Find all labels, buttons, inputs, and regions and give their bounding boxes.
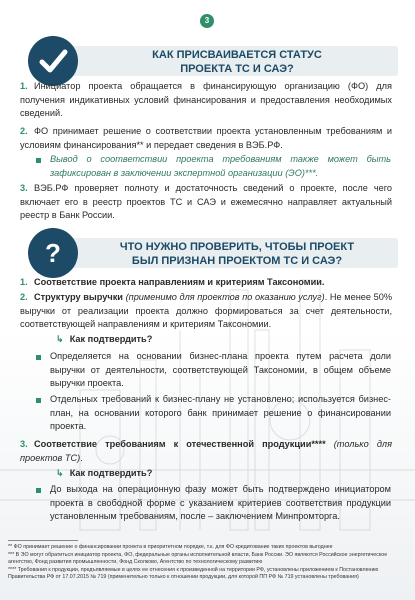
checkmark-icon bbox=[28, 36, 78, 86]
section1-item-2-bullet: Вывод о соответствии проекта требованиям также может быть зафиксирован в заключении экспертной организации (ЭО)***. bbox=[36, 153, 391, 180]
section2-item-1: 1. Соответствие проекта направлениям и критериям Таксономии. bbox=[20, 277, 325, 287]
footnote-divider bbox=[8, 540, 78, 541]
section1-item-2: 2. ФО принимает решение о соответствии проекта установленным требованиям и условиям финансирования** и передает сведения в ВЭБ.РФ. bbox=[20, 126, 392, 150]
bullet-marker bbox=[36, 398, 41, 403]
question-mark-icon: ? bbox=[28, 228, 78, 278]
footnote-2: *** В ЭО могут обратиться инициатор проекта, ФО, федеральные органы исполнительной власти, Банк России. ЭО являются Российское энергетическое агентство, Фонд развития промышленности, Фонд Сколково, Агентство по технологическому развитию bbox=[8, 552, 388, 566]
bullet-marker bbox=[36, 488, 41, 493]
section1-header bbox=[28, 36, 398, 86]
section2-item-2: 2. Структуру выручки (применимо для проектов по оказанию услуг). Не менее 50% выручки от реализации проекта должно формироваться за счет деятельности, соответствующей направлениям и критериям Таксономии. bbox=[20, 292, 392, 330]
bullet-marker bbox=[36, 158, 41, 163]
section1-item-3: 3. ВЭБ.РФ проверяет полноту и достаточность сведений о проекте, после чего включает его в реестр проектов ТС и САЭ и ежемесячно направляет актуальный реестр в Банк России. bbox=[20, 183, 392, 221]
section2-title: ЧТО НУЖНО ПРОВЕРИТЬ, ЧТОБЫ ПРОЕКТ БЫЛ ПРИЗНАН ПРОЕКТОМ ТС И САЭ? bbox=[119, 241, 355, 267]
how-to-confirm-label-2: ↳ Как подтвердить? bbox=[56, 468, 153, 478]
arrow-icon: ↳ bbox=[56, 468, 64, 478]
arrow-icon: ↳ bbox=[56, 334, 64, 344]
page-number: 3 bbox=[200, 14, 214, 28]
bullet-marker bbox=[36, 355, 41, 360]
section1-item-1: 1. Инициатор проекта обращается в финансирующую организацию (ФО) для получения индикативных условий финансирования и предоставления необходимых сведений. bbox=[20, 81, 392, 119]
footnote-3: **** Требования к продукции, предъявляемые в целях ее отнесения к произведенной на территории РФ, установлены приложением к Постановлению Правительства РФ от 17.07.2015 № 719 (применительно только к отношении продукции, для которой ПП РФ № 719 установлены требования) bbox=[8, 567, 379, 581]
section2-header bbox=[28, 228, 398, 278]
how-to-confirm-label-1: ↳ Как подтвердить? bbox=[56, 334, 153, 344]
section2-item-2-bullet-1: Определяется на основании бизнес-плана проекта путем расчета доли выручки от деятельности, соответствующей Таксономии, в общем объеме выручки проекта. bbox=[36, 350, 391, 391]
section2-item-3: 3. Соответствие требованиям к отечественной продукции**** (только для проектов ТС). bbox=[20, 439, 392, 463]
footnote-1: ** ФО принимает решение о финансировании проекта в приоритетном порядке, т.к. для ФО кредитование таких проектов выгоднее bbox=[8, 544, 333, 550]
section2-item-3-bullet-1: До выхода на операционную фазу может быть подтверждено инициатором проекта в свободной форме с указанием критериев соответствия продукции установленным требованиям, после – заключением Минпромторга. bbox=[36, 483, 391, 524]
section1-title: КАК ПРИСВАИВАЕТСЯ СТАТУС ПРОЕКТА ТС И САЭ? bbox=[152, 49, 322, 75]
section2-item-2-bullet-2: Отдельных требований к бизнес-плану не установлено; используется бизнес-план, на основании которого банк принимает решение о финансировании проекта. bbox=[36, 393, 391, 434]
